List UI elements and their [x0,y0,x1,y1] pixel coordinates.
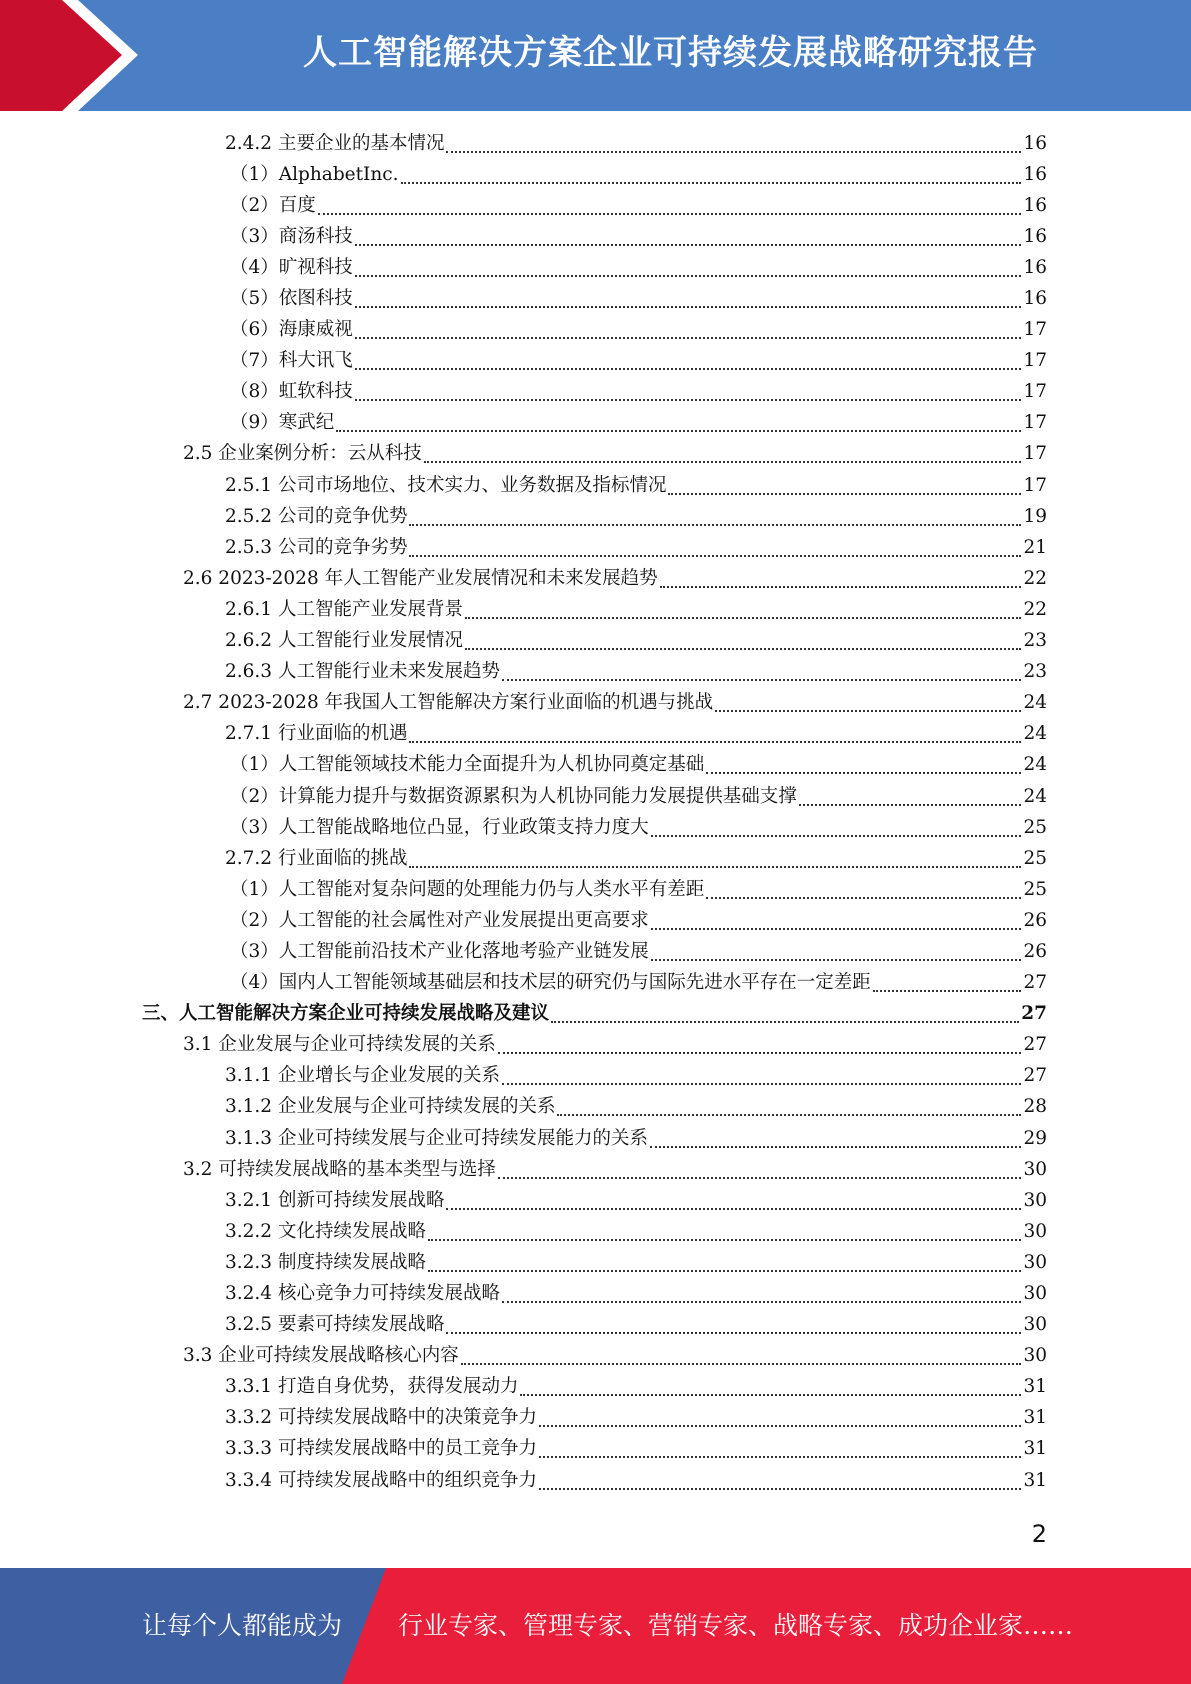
dot-leader [355,387,1022,401]
toc-entry[interactable] [0,719,1191,750]
toc-entry[interactable] [0,1403,1191,1434]
dot-leader [401,170,1022,184]
toc-entry[interactable] [0,1310,1191,1341]
toc-entry-title: 2.6.2 人工智能行业发展情况 [225,630,463,652]
dot-leader [498,1040,1022,1054]
toc-entry-title: 3.1 企业发展与企业可持续发展的关系 [183,1034,496,1056]
toc-entry-title: 2.5.1 公司市场地位、技术实力、业务数据及指标情况 [225,474,667,496]
toc-entry-page: 24 [1023,754,1047,776]
toc-entry[interactable] [0,1434,1191,1465]
dot-leader [424,449,1022,463]
toc-entry-page: 26 [1023,909,1047,931]
toc-entry[interactable] [0,501,1191,532]
toc-entry[interactable] [0,626,1191,657]
toc-entry-title: 3.1.1 企业增长与企业发展的关系 [225,1065,500,1087]
toc-entry-title: 3.3.2 可持续发展战略中的决策竞争力 [225,1407,537,1429]
toc-entry[interactable] [0,283,1191,314]
toc-entry-page: 23 [1023,630,1047,652]
toc-entry-page: 24 [1023,692,1047,714]
toc-entry[interactable] [0,128,1191,159]
toc-entry[interactable] [0,1185,1191,1216]
dot-leader [651,823,1022,837]
toc-entry-page: 17 [1023,443,1047,465]
toc-entry[interactable] [0,1061,1191,1092]
toc-entry-title: （4）国内人工智能领域基础层和技术层的研究仍与国际先进水平存在一定差距 [230,972,871,994]
toc-entry[interactable] [0,1092,1191,1123]
toc-entry-page: 25 [1023,847,1047,869]
toc-entry-page: 31 [1023,1469,1047,1491]
toc-entry-page: 27 [1021,1003,1047,1025]
toc-entry[interactable] [0,812,1191,843]
dot-leader [502,1071,1021,1085]
toc-entry[interactable] [0,1216,1191,1247]
toc-entry-page: 29 [1023,1127,1047,1149]
toc-entry[interactable] [0,1030,1191,1061]
report-title: 人工智能解决方案企业可持续发展战略研究报告 [303,33,1038,73]
dot-leader [651,947,1022,961]
toc-entry[interactable] [0,159,1191,190]
toc-entry-title: 2.6.3 人工智能行业未来发展趋势 [225,661,500,683]
toc-entry-page: 16 [1023,163,1047,185]
toc-entry-page: 30 [1023,1189,1047,1211]
toc-entry-title: 3.2.3 制度持续发展战略 [225,1251,426,1273]
toc-entry-page: 16 [1023,132,1047,154]
toc-entry-page: 16 [1023,225,1047,247]
toc-entry-title: （9）寒武纪 [230,412,335,434]
toc-entry-title: 3.3.1 打造自身优势，获得发展动力 [225,1376,519,1398]
toc-entry[interactable] [0,1154,1191,1185]
toc-entry[interactable] [0,874,1191,905]
dot-leader [428,1258,1021,1272]
toc-entry-page: 27 [1023,972,1047,994]
toc-entry-title: （1）AlphabetInc. [230,163,399,185]
toc-entry-page: 24 [1023,785,1047,807]
toc-entry-title: （2）百度 [230,194,316,216]
dot-leader [660,574,1022,588]
toc-entry-page: 19 [1023,505,1047,527]
dot-leader [465,636,1021,650]
toc-entry[interactable] [0,221,1191,252]
toc-entry[interactable] [0,252,1191,283]
dot-leader [355,232,1022,246]
toc-entry-page: 27 [1023,1034,1047,1056]
toc-entry-page: 16 [1023,288,1047,310]
toc-entry[interactable] [0,190,1191,221]
toc-entry[interactable] [0,439,1191,470]
toc-entry-page: 27 [1023,1065,1047,1087]
toc-entry-title: （6）海康威视 [230,319,353,341]
toc-entry-title: 3.3 企业可持续发展战略核心内容 [183,1345,459,1367]
toc-entry[interactable] [0,1341,1191,1372]
toc-entry-title: 3.2.2 文化持续发展战略 [225,1220,426,1242]
toc-entry-page: 22 [1023,598,1047,620]
dot-leader [409,854,1021,868]
toc-entry[interactable] [0,936,1191,967]
toc-entry-title: 2.4.2 主要企业的基本情况 [225,132,445,154]
toc-entry-title: 三、人工智能解决方案企业可持续发展战略及建议 [142,1003,550,1025]
toc-entry-page: 31 [1023,1407,1047,1429]
toc-entry-title: 3.1.2 企业发展与企业可持续发展的关系 [225,1096,556,1118]
dot-leader [706,885,1021,899]
dot-leader [409,543,1021,557]
toc-entry-page: 31 [1023,1376,1047,1398]
toc-entry-page: 30 [1023,1251,1047,1273]
toc-entry-title: （2）人工智能的社会属性对产业发展提出更高要求 [230,909,649,931]
toc-entry[interactable] [0,532,1191,563]
dot-leader [355,294,1022,308]
toc-entry-page: 17 [1023,474,1047,496]
toc-entry-title: 2.7 2023-2028 年我国人工智能解决方案行业面临的机遇与挑战 [183,692,714,714]
toc-entry-title: （8）虹软科技 [230,381,353,403]
toc-entry-title: 3.2.1 创新可持续发展战略 [225,1189,445,1211]
toc-entry-title: 3.1.3 企业可持续发展与企业可持续发展能力的关系 [225,1127,648,1149]
dot-leader [873,978,1022,992]
toc-entry-page: 31 [1023,1438,1047,1460]
toc-entry-page: 16 [1023,194,1047,216]
toc-entry-page: 17 [1023,319,1047,341]
toc-entry-title: （2）计算能力提升与数据资源累积为人机协同能力发展提供基础支撑 [230,785,797,807]
toc-entry[interactable] [0,346,1191,377]
toc-entry-title: 2.7.2 行业面临的挑战 [225,847,408,869]
toc-entry-page: 25 [1023,816,1047,838]
toc-entry-page: 26 [1023,940,1047,962]
toc-entry-title: 2.7.1 行业面临的机遇 [225,723,408,745]
toc-entry[interactable] [0,1123,1191,1154]
toc-entry-page: 30 [1023,1314,1047,1336]
toc-entry-title: （3）商汤科技 [230,225,353,247]
page-footer [0,1568,1191,1684]
dot-leader [465,605,1021,619]
toc-entry-title: 3.2.4 核心竞争力可持续发展战略 [225,1283,500,1305]
toc-entry[interactable] [0,377,1191,408]
dot-leader [502,667,1021,681]
toc-entry-title: 3.3.3 可持续发展战略中的员工竞争力 [225,1438,537,1460]
toc-entry-title: （7）科大讯飞 [230,350,353,372]
dot-leader [668,481,1021,495]
toc-entry-title: （3）人工智能前沿技术产业化落地考验产业链发展 [230,940,649,962]
dot-leader [539,1476,1021,1490]
toc-entry-page: 30 [1023,1345,1047,1367]
toc-entry[interactable] [0,999,1191,1030]
page-number: 2 [1031,1520,1047,1548]
toc-entry-title: 3.2 可持续发展战略的基本类型与选择 [183,1158,496,1180]
toc-entry[interactable] [0,470,1191,501]
footer-slogan-right: 行业专家、管理专家、营销专家、战略专家、成功企业家…… [398,1611,1074,1640]
toc-entry[interactable] [0,1278,1191,1309]
toc-entry[interactable] [0,843,1191,874]
toc-entry-title: （3）人工智能战略地位凸显，行业政策支持力度大 [230,816,649,838]
dot-leader [409,512,1021,526]
dot-leader [355,356,1022,370]
dot-leader [446,1196,1021,1210]
dot-leader [539,1444,1021,1458]
toc-entry-page: 30 [1023,1220,1047,1242]
toc-entry[interactable] [0,1465,1191,1496]
toc-entry-title: 2.5.3 公司的竞争劣势 [225,536,408,558]
toc-entry-page: 16 [1023,256,1047,278]
toc-entry-page: 17 [1023,350,1047,372]
toc-entry-page: 30 [1023,1158,1047,1180]
toc-entry[interactable] [0,657,1191,688]
toc-entry-title: （1）人工智能对复杂问题的处理能力仍与人类水平有差距 [230,878,705,900]
toc-entry[interactable] [0,408,1191,439]
dot-leader [318,201,1022,215]
toc-entry-title: 2.5 企业案例分析：云从科技 [183,443,422,465]
dot-leader [557,1102,1021,1116]
toc-entry-page: 30 [1023,1283,1047,1305]
dot-leader [446,1320,1021,1334]
toc-entry-page: 21 [1023,536,1047,558]
toc-entry[interactable] [0,594,1191,625]
dot-leader [539,1413,1021,1427]
toc-entry-page: 28 [1023,1096,1047,1118]
dot-leader [520,1382,1021,1396]
toc-entry-page: 23 [1023,661,1047,683]
toc-entry[interactable] [0,781,1191,812]
toc-entry-title: 3.3.4 可持续发展战略中的组织竞争力 [225,1469,537,1491]
toc-entry[interactable] [0,905,1191,936]
dot-leader [409,729,1021,743]
toc-entry[interactable] [0,315,1191,346]
toc-entry-title: 3.2.5 要素可持续发展战略 [225,1314,445,1336]
toc-entry-title: 2.6.1 人工智能产业发展背景 [225,598,463,620]
footer-slogan-left: 让每个人都能成为 [142,1611,343,1640]
dot-leader [336,418,1021,432]
toc-entry-page: 17 [1023,381,1047,403]
toc-entry[interactable] [0,1247,1191,1278]
dot-leader [355,263,1022,277]
dot-leader [428,1227,1021,1241]
toc-entry-title: （4）旷视科技 [230,256,353,278]
toc-entry[interactable] [0,1372,1191,1403]
dot-leader [715,698,1021,712]
toc-entry-page: 25 [1023,878,1047,900]
toc-entry[interactable] [0,968,1191,999]
dot-leader [498,1165,1022,1179]
dot-leader [446,139,1021,153]
toc-entry[interactable] [0,688,1191,719]
dot-leader [355,325,1022,339]
toc-entry-title: （1）人工智能领域技术能力全面提升为人机协同奠定基础 [230,754,705,776]
dot-leader [502,1289,1021,1303]
dot-leader [799,792,1022,806]
dot-leader [650,1134,1021,1148]
toc-entry-title: 2.5.2 公司的竞争优势 [225,505,408,527]
toc-entry-title: （5）依图科技 [230,288,353,310]
table-of-contents [0,128,1191,1496]
toc-entry-page: 22 [1023,567,1047,589]
toc-entry[interactable] [0,563,1191,594]
dot-leader [651,916,1022,930]
toc-entry[interactable] [0,750,1191,781]
dot-leader [461,1351,1022,1365]
toc-entry-page: 17 [1023,412,1047,434]
page-header [0,0,1191,111]
toc-entry-title: 2.6 2023-2028 年人工智能产业发展情况和未来发展趋势 [183,567,658,589]
dot-leader [551,1009,1019,1023]
chevron-right-icon [0,0,160,111]
toc-entry-page: 24 [1023,723,1047,745]
dot-leader [706,760,1021,774]
